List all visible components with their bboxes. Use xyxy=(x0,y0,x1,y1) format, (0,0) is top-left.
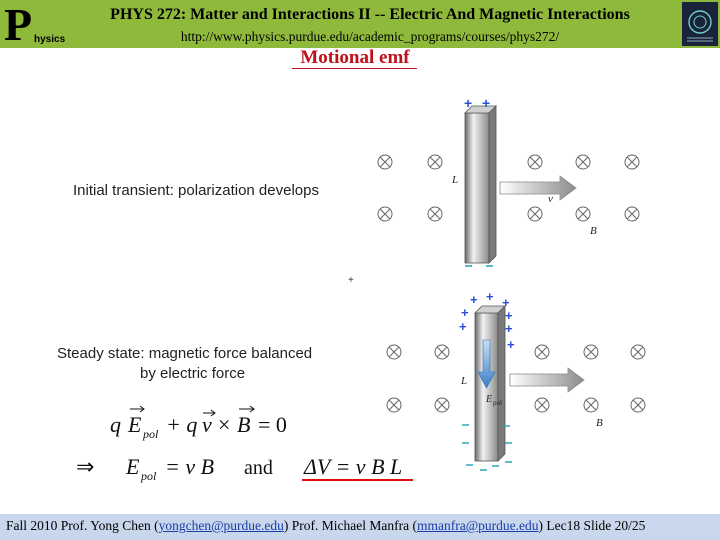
course-title: PHYS 272: Matter and Interactions II -- Electric And Magnetic Interactions xyxy=(110,6,630,23)
length-label-top: L xyxy=(452,174,459,186)
svg-text:B: B xyxy=(237,412,251,437)
svg-text:E: E xyxy=(126,454,140,479)
svg-text:pol: pol xyxy=(143,427,159,441)
svg-text:+: + xyxy=(505,308,513,323)
b-into-page-icon xyxy=(584,398,598,412)
velocity-arrow-top xyxy=(500,176,576,200)
b-into-page-icon xyxy=(535,398,549,412)
b-into-page-icon xyxy=(576,207,590,221)
svg-text:+: + xyxy=(459,319,467,334)
course-url[interactable]: http://www.physics.purdue.edu/academic_programs/courses/phys272/ xyxy=(180,29,560,44)
conducting-rod-bottom xyxy=(475,306,505,461)
svg-text:= v B: = v B xyxy=(165,454,215,479)
svg-text:+: + xyxy=(505,321,513,336)
initial-transient-text: Initial transient: polarization develops xyxy=(73,182,319,199)
svg-text:E: E xyxy=(128,412,142,437)
svg-text:×: × xyxy=(218,412,231,437)
svg-text:= 0: = 0 xyxy=(258,412,287,437)
svg-text:+: + xyxy=(461,305,469,320)
b-into-page-icon xyxy=(435,398,449,412)
b-into-page-icon xyxy=(428,207,442,221)
b-into-page-icon xyxy=(631,398,645,412)
footer-bar xyxy=(0,514,720,540)
svg-text:pol: pol xyxy=(141,469,157,483)
b-into-page-icon xyxy=(631,345,645,359)
steady-state-text: Steady state: magnetic force balanced xyxy=(57,345,313,362)
svg-text:q: q xyxy=(110,412,121,437)
b-into-page-icon xyxy=(387,398,401,412)
b-into-page-icon xyxy=(378,155,392,169)
email-link-chen[interactable]: yongchen@purdue.edu xyxy=(158,518,284,533)
result-equations xyxy=(76,454,413,483)
svg-text:+: + xyxy=(482,95,491,111)
b-into-page-icon xyxy=(535,345,549,359)
b-into-page-icon xyxy=(576,155,590,169)
implies-symbol: ⇒ xyxy=(76,454,95,479)
force-balance-equation xyxy=(110,406,287,441)
voltage-equation: ΔV = v B L xyxy=(304,454,403,479)
velocity-arrow-bottom xyxy=(510,368,584,392)
email-link-manfra[interactable]: mmanfra@purdue.edu xyxy=(417,518,539,533)
epol-subscript: pol xyxy=(493,399,502,407)
b-field-label-bottom: B xyxy=(596,417,603,429)
b-into-page-icon xyxy=(625,155,639,169)
b-into-page-icon xyxy=(387,345,401,359)
epol-label: E xyxy=(486,394,493,405)
svg-text:+: + xyxy=(486,289,494,304)
svg-text:hysics: hysics xyxy=(34,34,66,45)
velocity-label-top: v xyxy=(548,193,553,205)
svg-text:+: + xyxy=(470,292,478,307)
b-into-page-icon xyxy=(584,345,598,359)
svg-text:and: and xyxy=(244,457,273,479)
svg-text:P: P xyxy=(4,2,33,46)
b-into-page-icon xyxy=(378,207,392,221)
b-into-page-icon xyxy=(528,207,542,221)
svg-text:+ q: + q xyxy=(166,412,198,437)
b-into-page-icon xyxy=(428,155,442,169)
b-into-page-icon xyxy=(528,155,542,169)
b-into-page-icon xyxy=(435,345,449,359)
footer-text: Fall 2010 Prof. Yong Chen (yongchen@purdue.edu) Prof. Michael Manfra (mmanfra@purdue.edu) Lec18 Slide 20/25 xyxy=(6,518,646,533)
conducting-rod-top xyxy=(465,106,496,263)
length-label-bottom: L xyxy=(461,375,468,387)
svg-text:v: v xyxy=(202,412,212,437)
b-field-label-top: B xyxy=(590,225,597,237)
svg-text:+: + xyxy=(507,337,515,352)
steady-state-text-2: by electric force xyxy=(140,365,246,382)
stray-plus-mark: + xyxy=(348,275,354,286)
slide-title: Motional emf xyxy=(200,47,510,69)
svg-text:+: + xyxy=(464,95,473,111)
svg-text:+: + xyxy=(502,295,510,310)
b-into-page-icon xyxy=(625,207,639,221)
